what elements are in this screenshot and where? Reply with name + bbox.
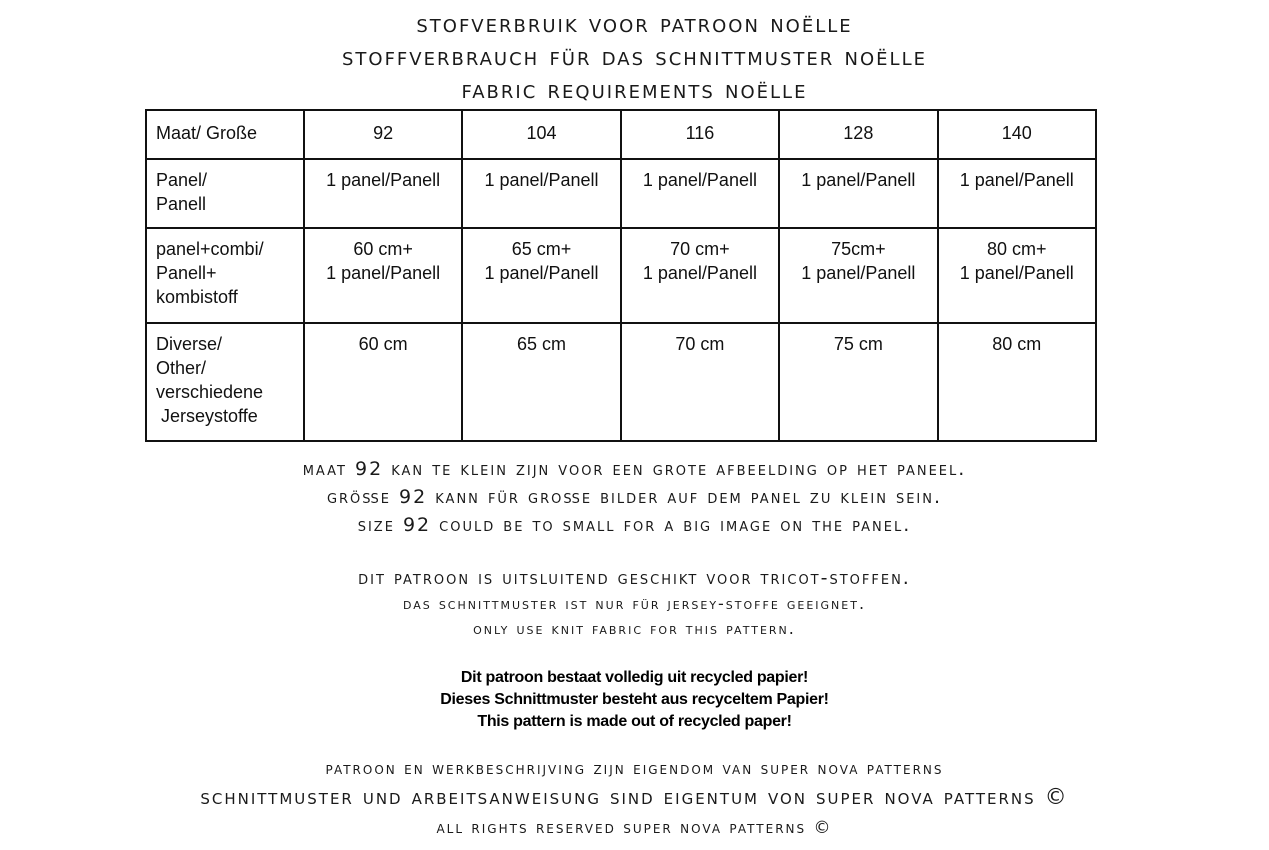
copyright-dutch: patroon en werkbeschrijving zijn eigendom van super nova patterns bbox=[325, 759, 944, 779]
notes-section bbox=[0, 455, 1269, 641]
cell-line: 1 panel/Panell bbox=[642, 170, 757, 190]
table-row-panel-combi bbox=[146, 228, 1096, 323]
cell-line: 1 panel/Panell bbox=[484, 170, 599, 190]
row-label-line: Panell bbox=[156, 194, 207, 214]
table-cell bbox=[621, 323, 779, 441]
size-header-104: 104 bbox=[462, 110, 620, 159]
title-english: fabric requirements noëlle bbox=[461, 75, 808, 105]
table-cell bbox=[779, 159, 937, 228]
row-label-line: verschiedene bbox=[156, 382, 264, 402]
copyright-german: schnittmuster und arbeitsanweisung sind eigentum von super nova patterns © bbox=[200, 785, 1069, 810]
size-note-dutch: maat 92 kan te klein zijn voor een grote afbeelding op het paneel. bbox=[302, 458, 967, 480]
cell-line: 70 cm+ bbox=[670, 239, 730, 259]
size-header-92: 92 bbox=[304, 110, 462, 159]
table-row-diverse bbox=[146, 323, 1096, 441]
row-label-panel bbox=[146, 159, 304, 228]
table-cell bbox=[779, 228, 937, 323]
table-cell bbox=[938, 159, 1096, 228]
table-cell bbox=[304, 228, 462, 323]
table-cell bbox=[938, 323, 1096, 441]
cell-line: 60 cm bbox=[358, 334, 408, 354]
size-note-english: size 92 could be to small for a big image on the panel. bbox=[357, 514, 912, 536]
cell-line: 65 cm+ bbox=[511, 239, 572, 259]
size-header-116: 116 bbox=[621, 110, 779, 159]
recycled-german: Dieses Schnittmuster besteht aus recyceltem Papier! bbox=[440, 691, 829, 708]
size-note-german: größe 92 kann für große bilder auf dem panel zu klein sein. bbox=[326, 486, 943, 508]
knit-note-dutch: dit patroon is uitsluitend geschikt voor tricot-stoffen. bbox=[358, 567, 911, 589]
title-dutch: stofverbruik voor patroon noëlle bbox=[416, 9, 853, 39]
row-label-line: Other/ bbox=[156, 358, 207, 378]
recycled-dutch: Dit patroon bestaat volledig uit recycled papier! bbox=[460, 669, 809, 686]
cell-line: 70 cm bbox=[675, 334, 725, 354]
table-cell bbox=[462, 323, 620, 441]
cell-line: 1 panel/Panell bbox=[326, 170, 441, 190]
row-label-line: Jerseystoffe bbox=[156, 406, 258, 426]
knit-note-german: das schnittmuster ist nur für jersey-stoffe geeignet. bbox=[402, 594, 867, 613]
table-cell bbox=[938, 228, 1096, 323]
cell-line: 1 panel/Panell bbox=[484, 263, 599, 283]
cell-line: 1 panel/Panell bbox=[959, 170, 1074, 190]
cell-line: 1 panel/Panell bbox=[959, 263, 1074, 283]
cell-line: 1 panel/Panell bbox=[801, 170, 916, 190]
copyright-english: all rights reserved super nova patterns © bbox=[436, 818, 833, 838]
row-label-line: panel+combi/ bbox=[156, 239, 264, 259]
row-label-line: Diverse/ bbox=[156, 334, 223, 354]
table-cell bbox=[462, 159, 620, 228]
size-header-label: Maat/ Große bbox=[146, 110, 304, 159]
row-label-diverse bbox=[146, 323, 304, 441]
row-label-panel-combi bbox=[146, 228, 304, 323]
table-header-row bbox=[146, 110, 1096, 159]
table-cell bbox=[779, 323, 937, 441]
table-cell bbox=[621, 228, 779, 323]
cell-line: 1 panel/Panell bbox=[801, 263, 916, 283]
title-german: stoffverbrauch für das schnittmuster noëlle bbox=[341, 42, 927, 72]
cell-line: 1 panel/Panell bbox=[326, 263, 441, 283]
knit-note-english: only use knit fabric for this pattern. bbox=[473, 619, 796, 638]
cell-line: 75 cm bbox=[833, 334, 883, 354]
cell-line: 1 panel/Panell bbox=[642, 263, 757, 283]
recycled-paper-notice bbox=[0, 667, 1269, 733]
cell-line: 80 cm+ bbox=[987, 239, 1047, 259]
row-label-line: Panel/ bbox=[156, 170, 208, 190]
cell-line: 60 cm+ bbox=[353, 239, 413, 259]
cell-line: 80 cm bbox=[992, 334, 1042, 354]
fabric-requirements-table bbox=[145, 109, 1097, 442]
cell-line: 75cm+ bbox=[831, 239, 886, 259]
table-cell bbox=[462, 228, 620, 323]
document-title bbox=[0, 8, 1269, 107]
size-header-140: 140 bbox=[938, 110, 1096, 159]
row-label-line: Panell+ bbox=[156, 263, 217, 283]
recycled-english: This pattern is made out of recycled paper! bbox=[477, 713, 792, 730]
table-cell bbox=[304, 159, 462, 228]
table-cell bbox=[304, 323, 462, 441]
size-header-128: 128 bbox=[779, 110, 937, 159]
table-cell bbox=[621, 159, 779, 228]
cell-line: 65 cm bbox=[517, 334, 567, 354]
copyright-footer bbox=[0, 756, 1269, 842]
table-row-panel bbox=[146, 159, 1096, 228]
row-label-line: kombistoff bbox=[156, 287, 238, 307]
